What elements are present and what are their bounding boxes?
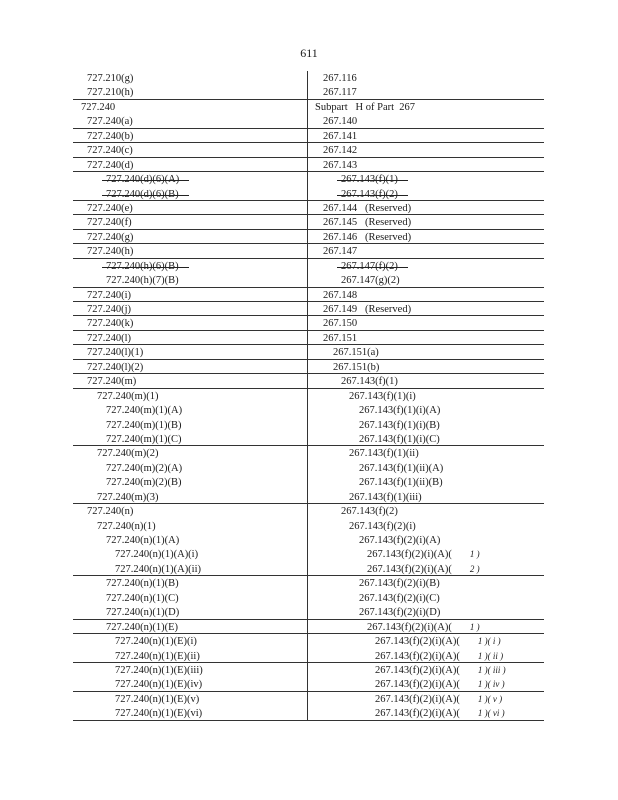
new-section-ref: 267.143 xyxy=(323,159,358,171)
right-cell xyxy=(309,677,610,692)
table-row xyxy=(73,129,544,143)
table-row xyxy=(73,100,544,114)
old-section-ref: 727.240(m)(2)(B) xyxy=(106,477,182,489)
left-cell xyxy=(73,605,340,620)
old-section-ref: 727.210(h) xyxy=(87,87,134,99)
old-section-ref: 727.240(n)(1)(D) xyxy=(106,607,180,619)
left-cell xyxy=(73,302,321,317)
right-cell xyxy=(309,634,610,649)
table-row xyxy=(73,288,544,302)
old-section-ref: 727.240(l)(1) xyxy=(87,347,144,359)
left-cell xyxy=(73,418,340,433)
left-cell xyxy=(73,360,321,375)
cross-reference-table xyxy=(73,71,544,721)
new-section-ref: 267.147(g)(2) xyxy=(341,275,400,287)
table-row xyxy=(73,345,544,359)
old-section-ref: 727.240(l) xyxy=(87,332,132,344)
old-section-ref: 727.240(j) xyxy=(87,304,132,315)
left-cell xyxy=(73,172,340,187)
page-number: 611 xyxy=(300,46,318,60)
left-cell xyxy=(73,677,349,692)
left-cell xyxy=(73,158,321,173)
table-row xyxy=(73,158,544,172)
new-section-ref: 267.142 xyxy=(323,145,358,157)
right-cell xyxy=(309,576,594,591)
table-row xyxy=(73,71,544,85)
right-cell xyxy=(309,172,576,187)
table-row xyxy=(73,649,544,663)
new-section-ref: 267.143(f)(2)(i)(A)( xyxy=(375,650,460,662)
new-section-ref: 267.141 xyxy=(323,130,358,142)
old-section-ref: 727.240(g) xyxy=(87,231,134,243)
table-row xyxy=(73,576,544,590)
left-cell xyxy=(73,85,321,100)
old-section-ref: 727.240(n)(1)(E)(vi) xyxy=(115,708,203,720)
left-cell xyxy=(73,288,321,303)
right-cell xyxy=(309,490,584,505)
table-row xyxy=(73,418,544,432)
left-cell xyxy=(73,201,321,216)
new-section-ref: 267.143(f)(2)(i)(A)( xyxy=(367,549,452,561)
right-cell xyxy=(309,273,576,288)
italic-subclause: 2 ) xyxy=(469,563,480,574)
italic-subclause: 1 )( v ) xyxy=(477,693,503,704)
left-cell xyxy=(73,519,331,534)
old-section-ref: 727.240(e) xyxy=(87,202,133,214)
right-cell xyxy=(309,302,558,317)
left-cell xyxy=(73,389,331,404)
table-row xyxy=(73,620,544,634)
left-cell xyxy=(73,331,321,346)
table-row xyxy=(73,504,544,518)
old-section-ref: 727.240(n)(1)(A) xyxy=(106,535,180,546)
old-section-ref: 727.240(a) xyxy=(87,116,133,128)
new-section-ref: 267.143(f)(2)(i)(A)( xyxy=(375,708,460,720)
old-section-ref: 727.240(m)(3) xyxy=(97,491,159,503)
table-row xyxy=(73,692,544,706)
right-cell xyxy=(309,187,576,202)
new-section-ref: 267.117 xyxy=(323,87,357,99)
old-section-ref: 727.240(n)(1) xyxy=(97,520,156,532)
new-section-ref: 267.149 (Reserved) xyxy=(323,304,412,315)
old-section-ref: 727.240(m)(1)(B) xyxy=(106,419,182,431)
old-section-ref: 727.240(k) xyxy=(87,318,134,330)
table-row xyxy=(73,519,544,533)
right-cell xyxy=(309,143,558,158)
right-cell xyxy=(309,446,584,461)
right-cell xyxy=(309,158,558,173)
new-section-ref: 267.143(f)(2)(i)(A)( xyxy=(375,664,460,676)
new-section-ref: 267.143(f)(2)(i)(A)( xyxy=(375,679,460,691)
old-section-ref: 727.240(m)(2) xyxy=(97,448,159,460)
table-row xyxy=(73,187,544,201)
new-section-ref: 267.143(f)(2)(i) xyxy=(349,520,416,532)
left-cell xyxy=(73,504,321,519)
right-cell xyxy=(309,100,550,115)
new-section-ref: 267.151(b) xyxy=(333,361,380,373)
left-cell xyxy=(73,562,349,577)
right-cell xyxy=(309,403,594,418)
right-cell xyxy=(309,360,568,375)
table-row xyxy=(73,562,544,576)
new-section-ref: 267.150 xyxy=(323,318,358,330)
left-cell xyxy=(73,533,340,548)
table-row xyxy=(73,259,544,273)
new-section-ref: 267.143(f)(1)(ii) xyxy=(349,448,419,460)
left-cell xyxy=(73,663,349,678)
table-row xyxy=(73,143,544,157)
new-section-ref: 267.143(f)(2)(i)(D) xyxy=(359,607,441,619)
new-section-ref: 267.143(f)(2)(i)(C) xyxy=(359,592,440,604)
left-cell xyxy=(73,316,321,331)
new-section-ref: 267.143(f)(1)(ii)(A) xyxy=(359,462,444,474)
right-cell xyxy=(309,316,558,331)
left-cell xyxy=(73,461,340,476)
table-row xyxy=(73,547,544,561)
new-section-ref: 267.143(f)(1)(i)(C) xyxy=(359,433,440,445)
right-cell xyxy=(309,288,558,303)
table-row xyxy=(73,215,544,229)
right-cell xyxy=(309,663,610,678)
old-section-ref: 727.240(n)(1)(E)(iv) xyxy=(115,679,203,691)
table-row xyxy=(73,114,544,128)
old-section-ref: 727.240(m)(1) xyxy=(97,390,159,402)
table-row xyxy=(73,490,544,504)
new-section-ref: 267.143(f)(1)(i)(A) xyxy=(359,405,441,417)
new-section-ref: 267.143(f)(1)(iii) xyxy=(349,491,422,503)
right-cell xyxy=(309,244,558,259)
left-cell xyxy=(73,129,321,144)
old-section-ref: 727.240(b) xyxy=(87,130,134,142)
old-section-ref: 727.240(m)(1)(C) xyxy=(106,433,182,445)
left-cell xyxy=(73,591,340,606)
table-row xyxy=(73,273,544,287)
right-cell xyxy=(309,475,594,490)
italic-subclause: 1 )( i ) xyxy=(477,636,501,647)
left-cell xyxy=(73,143,321,158)
table-row xyxy=(73,230,544,244)
new-section-ref: 267.143(f)(2)(i)(A)( xyxy=(375,636,460,648)
left-cell xyxy=(73,649,349,664)
table-row xyxy=(73,331,544,345)
old-section-ref: 727.240(n)(1)(E)(ii) xyxy=(115,650,200,662)
left-cell xyxy=(73,576,340,591)
table-row xyxy=(73,706,544,720)
new-section-ref: 267.143(f)(2)(i)(A)( xyxy=(367,621,452,633)
new-section-ref: 267.143(f)(1)(ii)(B) xyxy=(359,477,443,489)
new-section-ref: 267.143(f)(1) xyxy=(341,376,398,388)
new-section-ref: 267.140 xyxy=(323,116,358,128)
old-section-ref: 727.240(n)(1)(E) xyxy=(106,621,179,633)
table-row xyxy=(73,403,544,417)
old-section-ref: 727.240(h)(7)(B) xyxy=(106,275,179,287)
old-section-ref: 727.240(n)(1)(C) xyxy=(106,592,179,604)
left-cell xyxy=(73,345,321,360)
new-section-ref: 267.143(f)(2)(i)(B) xyxy=(359,578,440,590)
left-cell xyxy=(73,244,321,259)
italic-subclause: 1 ) xyxy=(469,549,480,560)
table-row xyxy=(73,591,544,605)
right-cell xyxy=(309,432,594,447)
old-section-ref: 727.240 xyxy=(81,101,116,113)
right-cell xyxy=(309,374,576,389)
left-cell xyxy=(73,475,340,490)
old-section-ref: 727.240(n)(1)(E)(v) xyxy=(115,693,200,705)
table-row xyxy=(73,432,544,446)
right-cell xyxy=(309,259,576,274)
old-section-ref: 727.240(n)(1)(E)(iii) xyxy=(115,664,203,676)
new-section-ref: Subpart H of Part 267 xyxy=(315,101,416,113)
new-section-ref: 267.148 xyxy=(323,289,358,301)
table-row xyxy=(73,634,544,648)
right-cell xyxy=(309,461,594,476)
left-cell xyxy=(73,692,349,707)
table-row xyxy=(73,201,544,215)
right-cell xyxy=(309,331,558,346)
left-cell xyxy=(73,259,340,274)
new-section-ref: 267.147(f)(2) xyxy=(341,260,398,272)
right-cell xyxy=(309,692,610,707)
new-section-ref: 267.143(f)(1) xyxy=(341,174,398,186)
left-cell xyxy=(73,403,340,418)
table-row xyxy=(73,461,544,475)
right-cell xyxy=(309,85,558,100)
table-row xyxy=(73,663,544,677)
right-cell xyxy=(309,345,568,360)
right-cell xyxy=(309,215,558,230)
left-cell xyxy=(73,634,349,649)
right-cell xyxy=(309,519,584,534)
new-section-ref: 267.143(f)(2) xyxy=(341,506,398,518)
new-section-ref: 267.146 (Reserved) xyxy=(323,231,412,243)
old-section-ref: 727.240(l)(2) xyxy=(87,361,144,373)
table-row xyxy=(73,316,544,330)
new-section-ref: 267.151 xyxy=(323,332,358,344)
table-row xyxy=(73,302,544,316)
table-row xyxy=(73,605,544,619)
table-row xyxy=(73,85,544,99)
right-cell xyxy=(309,71,558,86)
new-section-ref: 267.143(f)(2)(i)(A)( xyxy=(367,563,452,575)
left-cell xyxy=(73,374,321,389)
table-row xyxy=(73,446,544,460)
left-cell xyxy=(73,706,349,721)
new-section-ref: 267.151(a) xyxy=(333,347,379,359)
left-cell xyxy=(73,215,321,230)
old-section-ref: 727.240(f) xyxy=(87,217,132,229)
left-cell xyxy=(73,446,331,461)
old-section-ref: 727.240(n)(1)(E)(i) xyxy=(115,636,197,648)
right-cell xyxy=(309,620,602,635)
old-section-ref: 727.240(n)(1)(B) xyxy=(106,578,179,590)
left-cell xyxy=(73,71,321,86)
table-row xyxy=(73,533,544,547)
table-row xyxy=(73,360,544,374)
italic-subclause: 1 )( iv ) xyxy=(477,679,505,690)
table-row xyxy=(73,475,544,489)
right-cell xyxy=(309,230,558,245)
left-cell xyxy=(73,432,340,447)
old-section-ref: 727.240(i) xyxy=(87,289,132,301)
old-section-ref: 727.240(n)(1)(A)(ii) xyxy=(115,563,202,575)
right-cell xyxy=(309,389,584,404)
right-cell xyxy=(309,201,558,216)
new-section-ref: 267.116 xyxy=(323,73,357,84)
right-cell xyxy=(309,129,558,144)
new-section-ref: 267.143(f)(1)(i) xyxy=(349,390,416,402)
left-cell xyxy=(73,100,315,115)
table-row xyxy=(73,389,544,403)
right-cell xyxy=(309,591,594,606)
new-section-ref: 267.143(f)(2)(i)(A) xyxy=(359,535,441,546)
right-cell xyxy=(309,418,594,433)
old-section-ref: 727.240(m)(2)(A) xyxy=(106,462,183,474)
right-cell xyxy=(309,605,594,620)
old-section-ref: 727.240(d)(6)(A) xyxy=(106,174,180,186)
table-row xyxy=(73,172,544,186)
old-section-ref: 727.210(g) xyxy=(87,73,134,84)
table-row xyxy=(73,677,544,691)
new-section-ref: 267.143(f)(1)(i)(B) xyxy=(359,419,440,431)
italic-subclause: 1 ) xyxy=(469,621,480,632)
old-section-ref: 727.240(c) xyxy=(87,145,133,157)
new-section-ref: 267.145 (Reserved) xyxy=(323,217,412,229)
right-cell xyxy=(309,533,594,548)
old-section-ref: 727.240(h)(6)(B) xyxy=(106,260,179,272)
old-section-ref: 727.240(h) xyxy=(87,246,134,258)
old-section-ref: 727.240(m) xyxy=(87,376,137,388)
new-section-ref: 267.144 (Reserved) xyxy=(323,202,412,214)
old-section-ref: 727.240(m)(1)(A) xyxy=(106,405,183,417)
left-cell xyxy=(73,273,340,288)
italic-subclause: 1 )( ii ) xyxy=(477,650,504,661)
left-cell xyxy=(73,230,321,245)
right-cell xyxy=(309,114,558,129)
old-section-ref: 727.240(d) xyxy=(87,159,134,171)
left-cell xyxy=(73,187,340,202)
old-section-ref: 727.240(n)(1)(A)(i) xyxy=(115,549,199,561)
right-cell xyxy=(309,562,602,577)
old-section-ref: 727.240(n) xyxy=(87,506,134,518)
left-cell xyxy=(73,547,349,562)
table-row xyxy=(73,374,544,388)
right-cell xyxy=(309,649,610,664)
left-cell xyxy=(73,620,340,635)
new-section-ref: 267.143(f)(2) xyxy=(341,188,398,200)
left-cell xyxy=(73,490,331,505)
right-cell xyxy=(309,504,576,519)
old-section-ref: 727.240(d)(6)(B) xyxy=(106,188,179,200)
table-row xyxy=(73,244,544,258)
right-cell xyxy=(309,706,610,721)
right-cell xyxy=(309,547,602,562)
left-cell xyxy=(73,114,321,129)
italic-subclause: 1 )( vi ) xyxy=(477,708,505,719)
new-section-ref: 267.147 xyxy=(323,246,358,258)
new-section-ref: 267.143(f)(2)(i)(A)( xyxy=(375,693,460,705)
italic-subclause: 1 )( iii ) xyxy=(477,664,506,675)
